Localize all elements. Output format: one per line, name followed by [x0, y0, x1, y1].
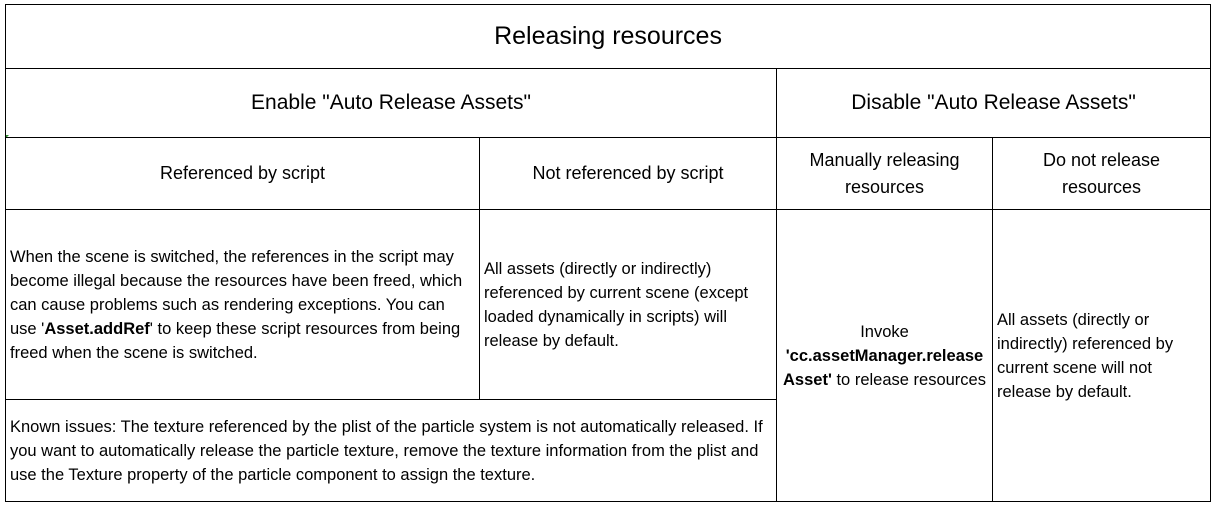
enable-auto-release-header: Enable "Auto Release Assets": [6, 69, 777, 138]
group-header-row: [6, 69, 1211, 138]
manual-text-post: to release resources: [831, 370, 986, 389]
do-not-release-line-1: Do not release: [1042, 149, 1161, 170]
description-row: [6, 210, 1211, 400]
referenced-by-script-header: Referenced by script: [6, 138, 480, 210]
sub-header-row: [6, 138, 1211, 210]
asset-addref-code: Asset.addRef: [44, 319, 150, 338]
do-not-release-cell: All assets (directly or indirectly) referenced by current scene will not release by default.: [993, 210, 1211, 502]
manual-text-pre: Invoke: [860, 322, 909, 341]
not-referenced-by-script-header: Not referenced by script: [480, 138, 777, 210]
do-not-release-header: [993, 138, 1211, 210]
manually-releasing-header: [777, 138, 993, 210]
known-issues-cell: Known issues: The texture referenced by the plist of the particle system is not automatically released. If you want to automatically release the particle texture, remove the texture information from the plist and use the Texture property of the particle component to assign the texture.: [6, 400, 777, 502]
referenced-text-post: ' to keep these script resources from being freed when the scene is switched.: [10, 319, 461, 362]
referenced-by-script-cell: [6, 210, 480, 400]
do-not-release-line-2: resources: [1062, 176, 1142, 197]
disable-auto-release-header: Disable "Auto Release Assets": [777, 69, 1211, 138]
release-asset-code: 'cc.assetManager.releaseAsset': [783, 346, 984, 389]
title-row: [6, 5, 1211, 69]
table-title: Releasing resources: [6, 5, 1211, 69]
manually-releasing-line-2: resources: [844, 176, 925, 197]
manually-releasing-cell: [777, 210, 993, 502]
not-referenced-by-script-cell: All assets (directly or indirectly) referenced by current scene (except loaded dynamically in scripts) will release by default.: [480, 210, 777, 400]
referenced-text-pre: When the scene is switched, the references in the script may become illegal because the resources have been freed, which can cause problems such as rendering exceptions. You can use ': [10, 247, 463, 338]
releasing-resources-table: [5, 4, 1211, 502]
manually-releasing-line-1: Manually releasing: [809, 149, 960, 170]
